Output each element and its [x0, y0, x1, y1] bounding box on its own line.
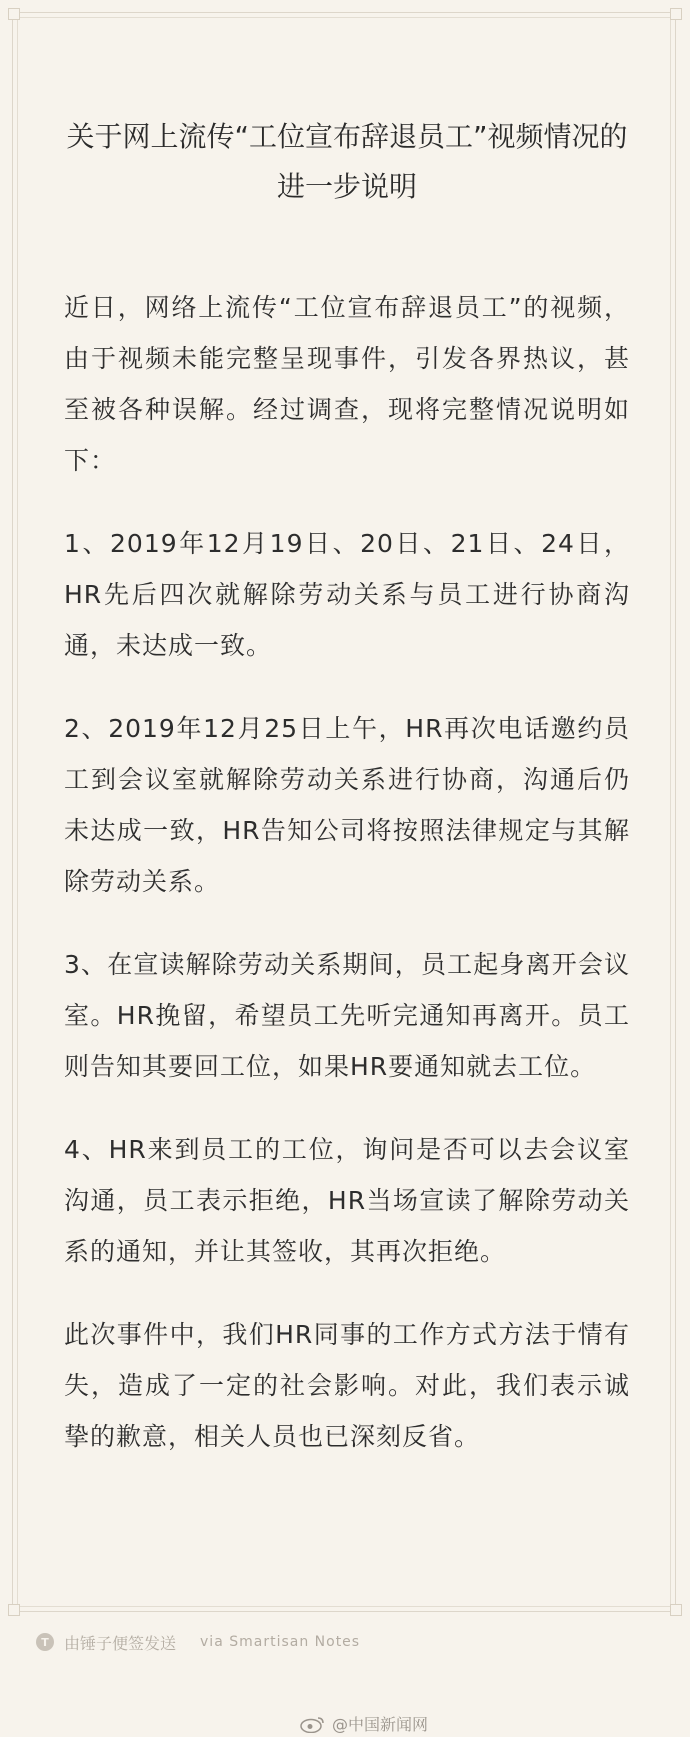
paragraph-conclusion: 此次事件中，我们HR同事的工作方式方法于情有失，造成了一定的社会影响。对此，我们表示诚挚的歉意，相关人员也已深刻反省。 — [64, 1320, 630, 1451]
smartisan-icon: T — [36, 1633, 54, 1651]
paragraph-3: 3、在宣读解除劳动关系期间，员工起身离开会议室。HR挽留，希望员工先听完通知再离开。员工则告知其要回工位，如果HR要通知就去工位。 — [64, 950, 630, 1081]
note-title: 关于网上流传“工位宣布辞退员工”视频情况的进一步说明 — [66, 120, 628, 203]
paragraph-intro: 近日，网络上流传“工位宣布辞退员工”的视频，由于视频未能完整呈现事件，引发各界热议，甚至被各种误解。经过调查，现将完整情况说明如下： — [64, 293, 630, 475]
paragraph-4: 4、HR来到员工的工位，询问是否可以去会议室沟通，员工表示拒绝，HR当场宣读了解除劳动关系的通知，并让其签收，其再次拒绝。 — [64, 1135, 630, 1266]
weibo-logo-icon — [300, 1715, 326, 1733]
footer-sent-by: 由锤子便签发送 — [64, 1633, 177, 1653]
corner-ornament — [8, 1604, 20, 1616]
footer-signature — [36, 1628, 360, 1656]
corner-ornament — [670, 8, 682, 20]
corner-ornament — [670, 1604, 682, 1616]
watermark — [300, 1712, 428, 1735]
corner-ornament — [8, 8, 20, 20]
note-content — [64, 112, 630, 1494]
paragraph-1: 1、2019年12月19日、20日、21日、24日，HR先后四次就解除劳动关系与员工进行协商沟通，未达成一致。 — [64, 529, 630, 660]
footer-via: via Smartisan Notes — [200, 1634, 361, 1650]
watermark-text: @中国新闻网 — [331, 1715, 428, 1734]
paragraph-2: 2、2019年12月25日上午，HR再次电话邀约员工到会议室就解除劳动关系进行协商，沟通后仍未达成一致，HR告知公司将按照法律规定与其解除劳动关系。 — [64, 714, 630, 896]
